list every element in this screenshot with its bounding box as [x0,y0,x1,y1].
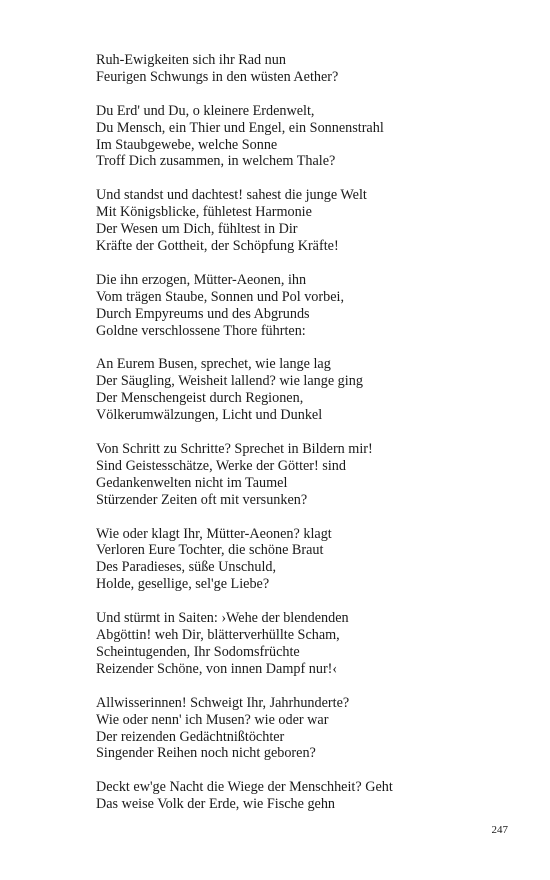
poem-line: Des Paradieses, süße Unschuld, [96,559,277,576]
poem-line: Gedankenwelten nicht im Taumel [96,474,288,491]
poem-line: Der reizenden Gedächtnißtöchter [96,728,285,745]
poem-line: Feurigen Schwungs in den wüsten Aether? [96,68,339,85]
poem-line: Du Mensch, ein Thier und Engel, ein Sonnenstrahl [96,119,384,136]
stanza-7 [96,526,516,594]
poem-line: Und standst und dachtest! sahest die junge Welt [96,187,367,204]
poem-line: Der Menschengeist durch Regionen, [96,390,304,407]
stanza-9 [96,695,516,763]
poem-line: Du Erd' und Du, o kleinere Erdenwelt, [96,102,315,119]
page-number: 247 [491,824,508,836]
poem-line: Sind Geistesschätze, Werke der Götter! sind [96,457,346,474]
poem-text [96,52,516,830]
stanza-5 [96,356,516,424]
stanza-1 [96,52,516,86]
poem-line: Holde, gesellige, sel'ge Liebe? [96,576,270,593]
poem-line: Abgöttin! weh Dir, blätterverhüllte Scham, [96,627,340,644]
poem-line: Stürzender Zeiten oft mit versunken? [96,491,308,508]
poem-line: An Eurem Busen, sprechet, wie lange lag [96,356,331,373]
poem-line: Wie oder klagt Ihr, Mütter-Aeonen? klagt [96,525,332,542]
poem-line: Allwisserinnen! Schweigt Ihr, Jahrhunderte? [96,694,350,711]
poem-line: Deckt ew'ge Nacht die Wiege der Menschheit? Geht [96,779,393,796]
poem-line: Von Schritt zu Schritte? Sprechet in Bildern mir! [96,441,373,458]
poem-line: Der Wesen um Dich, fühltest in Dir [96,221,298,238]
poem-line: Und stürmt in Saiten: ›Wehe der blendenden [96,610,349,627]
poem-line: Verloren Eure Tochter, die schöne Braut [96,542,324,559]
poem-line: Mit Königsblicke, fühletest Harmonie [96,204,312,221]
poem-line: Wie oder nenn' ich Musen? wie oder war [96,711,329,728]
poem-line: Der Säugling, Weisheit lallend? wie lange ging [96,373,363,390]
poem-line: Scheintugenden, Ihr Sodomsfrüchte [96,643,300,660]
poem-line: Durch Empyreums und des Abgrunds [96,305,310,322]
poem-line: Das weise Volk der Erde, wie Fische gehn [96,796,336,813]
poem-line: Troff Dich zusammen, in welchem Thale? [96,153,336,170]
stanza-2 [96,103,516,171]
stanza-3 [96,187,516,255]
poem-line: Goldne verschlossene Thore führten: [96,322,306,339]
poem-line: Völkerumwälzungen, Licht und Dunkel [96,407,323,424]
poem-line: Singender Reihen noch nicht geboren? [96,745,316,762]
poem-line: Kräfte der Gottheit, der Schöpfung Kräfte! [96,238,339,255]
stanza-10 [96,779,516,813]
poem-line: Die ihn erzogen, Mütter-Aeonen, ihn [96,271,307,288]
stanza-6 [96,441,516,509]
stanza-8 [96,610,516,678]
poem-line: Im Staubgewebe, welche Sonne [96,136,278,153]
stanza-4 [96,272,516,340]
poem-line: Ruh-Ewigkeiten sich ihr Rad nun [96,52,286,68]
poem-line: Reizender Schöne, von innen Dampf nur!‹ [96,660,338,677]
poem-line: Vom trägen Staube, Sonnen und Pol vorbei, [96,288,344,305]
